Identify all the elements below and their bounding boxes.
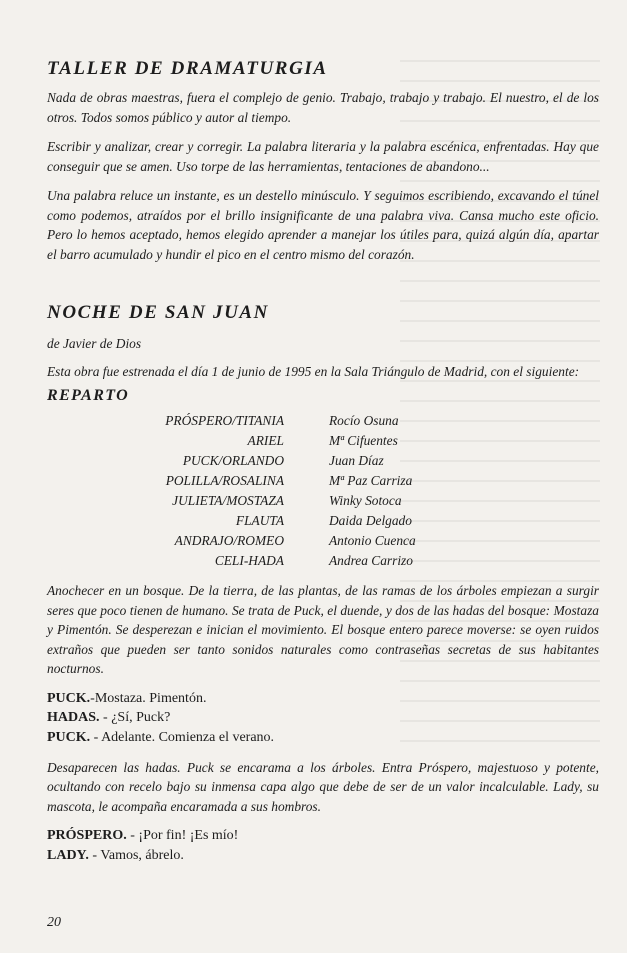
cast-role: ANDRAJO/ROMEO <box>174 533 284 548</box>
dialogue-line <box>47 689 599 709</box>
dialogue-block <box>47 826 599 866</box>
stage-direction: Anochecer en un bosque. De la tierra, de las plantas, de las ramas de los árboles empiezan a surgir seres que poco tienen de humano. Se trata de Puck, el duende, y dos de las hadas del bosque: Mostaza y Pimentón. Se desperezan e inician el movimiento. El bosque entero parece moverse: se oyen ruidos extraños que pueden ser tanto sonidos naturales como contraseñas secretas de sus habitantes nocturnos. <box>47 583 599 676</box>
dialogue-text: Mostaza. Pimentón. <box>94 690 207 706</box>
dialogue-text: ¿Sí, Puck? <box>111 710 171 726</box>
cast-table <box>47 411 416 571</box>
page-number: 20 <box>47 915 61 930</box>
cast-actor: Daida Delgado <box>329 513 412 528</box>
cast-row <box>47 471 416 491</box>
dialogue-block <box>47 689 599 748</box>
dialogue-text: Vamos, ábrelo. <box>100 848 184 864</box>
speaker-separator: - <box>99 710 112 726</box>
section-title-taller: TALLER DE DRAMATURGIA <box>47 58 328 79</box>
cast-row <box>47 531 416 551</box>
cast-role: PUCK/ORLANDO <box>182 453 284 468</box>
speaker-name: HADAS. <box>47 710 100 726</box>
author-line: de Javier de Dios <box>47 336 142 351</box>
cast-row <box>47 411 416 431</box>
speaker-name: LADY. <box>47 848 89 864</box>
cast-actor: Rocío Osuna <box>329 413 399 428</box>
cast-role: CELI-HADA <box>214 553 284 568</box>
dialogue-line <box>47 846 599 866</box>
cast-row <box>47 511 416 531</box>
cast-row <box>47 551 416 571</box>
cast-row <box>47 431 416 451</box>
dialogue-text: Adelante. Comienza el verano. <box>101 730 275 746</box>
dialogue-text: ¡Por fin! ¡Es mío! <box>138 828 239 844</box>
section-title-noche: NOCHE DE SAN JUAN <box>47 302 269 323</box>
dialogue-line <box>47 826 599 846</box>
paragraph: Escribir y analizar, crear y corregir. La palabra literaria y la palabra escénica, enfrentadas. Hay que conseguir que se amen. Uso torpe de las herramientas, tentaciones de abandono... <box>47 139 599 174</box>
cast-row <box>47 451 416 471</box>
speaker-separator: - <box>90 690 95 706</box>
cast-role: PRÓSPERO/TITANIA <box>165 413 284 428</box>
cast-role: POLILLA/ROSALINA <box>165 473 284 488</box>
cast-role: ARIEL <box>247 433 284 448</box>
paragraph: Nada de obras maestras, fuera el complejo de genio. Trabajo, trabajo y trabajo. El nuestro, el de los otros. Todos somos público y autor al tiempo. <box>47 90 599 125</box>
dialogue-line <box>47 708 599 728</box>
cast-role: FLAUTA <box>235 513 284 528</box>
dialogue-line <box>47 728 599 748</box>
cast-actor: Mª Paz Carriza <box>329 473 413 488</box>
cast-heading: REPARTO <box>47 387 130 404</box>
cast-row <box>47 491 416 511</box>
cast-actor: Antonio Cuenca <box>329 533 416 548</box>
cast-actor: Andrea Carrizo <box>329 553 413 568</box>
speaker-separator: - <box>88 848 101 864</box>
speaker-name: PRÓSPERO. <box>47 828 127 844</box>
cast-actor: Winky Sotoca <box>329 493 402 508</box>
stage-direction: Desaparecen las hadas. Puck se encarama a los árboles. Entra Próspero, majestuoso y potente, ocultando con recelo bajo su inmensa capa algo que debe de ser de un valor incalculable. Lady, su mascota, le acompaña encaramada a sus hombros. <box>47 759 599 814</box>
cast-actor: Juan Díaz <box>329 453 384 468</box>
speaker-separator: - <box>90 730 102 746</box>
speaker-name: PUCK. <box>47 690 91 706</box>
paragraph: Una palabra reluce un instante, es un destello minúsculo. Y seguimos escribiendo, excavando el túnel como podemos, atraídos por el brillo insignificante de una palabra viva. Cansa mucho este oficio. Pero lo hemos aceptado, hemos elegido aprender a manejar los útiles para, quizá algún día, apartar el barro acumulado y hundir el pico en el centro mismo del corazón. <box>47 188 599 262</box>
cast-actor: Mª Cifuentes <box>329 433 398 448</box>
speaker-name: PUCK. <box>47 730 91 746</box>
content <box>47 58 599 876</box>
speaker-separator: - <box>126 828 139 844</box>
premiere-line: Esta obra fue estrenada el día 1 de junio de 1995 en la Sala Triángulo de Madrid, con el siguiente: <box>47 363 580 379</box>
cast-role: JULIETA/MOSTAZA <box>172 493 284 508</box>
